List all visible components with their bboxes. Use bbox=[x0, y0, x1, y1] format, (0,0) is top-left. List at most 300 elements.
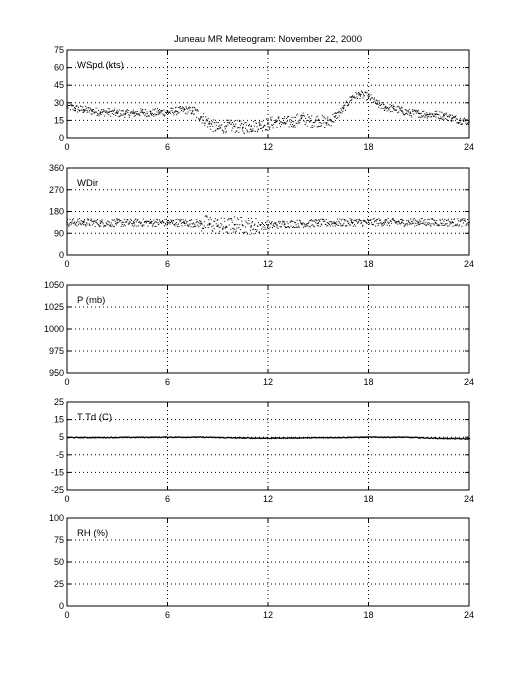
x-tick-label: 0 bbox=[64, 142, 70, 152]
data-point bbox=[314, 226, 315, 227]
data-point bbox=[403, 223, 404, 224]
data-point bbox=[220, 227, 221, 228]
data-point bbox=[249, 234, 250, 235]
data-point bbox=[73, 223, 74, 224]
data-point bbox=[355, 225, 356, 226]
data-point bbox=[397, 221, 398, 222]
data-point bbox=[222, 228, 223, 229]
data-point bbox=[301, 115, 302, 116]
data-point bbox=[141, 222, 142, 223]
data-point bbox=[348, 105, 349, 106]
data-point bbox=[382, 225, 383, 226]
data-point bbox=[350, 225, 351, 226]
data-point bbox=[92, 224, 93, 225]
data-point bbox=[293, 221, 294, 222]
data-point bbox=[431, 219, 432, 220]
data-point bbox=[215, 131, 216, 132]
data-point bbox=[132, 225, 133, 226]
data-point bbox=[294, 125, 295, 126]
data-point bbox=[267, 123, 268, 124]
data-point bbox=[183, 219, 184, 220]
data-point bbox=[345, 220, 346, 221]
data-point bbox=[318, 222, 319, 223]
data-point bbox=[337, 112, 338, 113]
data-point bbox=[164, 115, 165, 116]
data-point bbox=[183, 107, 184, 108]
data-point bbox=[319, 220, 320, 221]
data-point bbox=[170, 111, 171, 112]
data-point bbox=[258, 222, 259, 223]
data-point bbox=[327, 225, 328, 226]
data-point bbox=[240, 125, 241, 126]
data-point bbox=[349, 224, 350, 225]
data-point bbox=[228, 218, 229, 219]
data-point bbox=[272, 125, 273, 126]
data-point bbox=[78, 109, 79, 110]
data-point bbox=[267, 226, 268, 227]
data-point bbox=[328, 124, 329, 125]
data-point bbox=[301, 118, 302, 119]
data-point bbox=[111, 111, 112, 112]
data-point bbox=[90, 109, 91, 110]
data-point bbox=[176, 114, 177, 115]
data-point bbox=[149, 116, 150, 117]
data-point bbox=[70, 109, 71, 110]
data-point bbox=[150, 221, 151, 222]
data-point bbox=[423, 220, 424, 221]
data-point bbox=[74, 110, 75, 111]
data-point bbox=[216, 223, 217, 224]
data-point bbox=[332, 121, 333, 122]
data-point bbox=[436, 111, 437, 112]
data-point bbox=[228, 122, 229, 123]
data-point bbox=[270, 126, 271, 127]
data-point bbox=[120, 113, 121, 114]
data-point bbox=[235, 224, 236, 225]
data-point bbox=[398, 106, 399, 107]
y-tick-label: 45 bbox=[53, 80, 64, 91]
data-point bbox=[113, 111, 114, 112]
data-point bbox=[400, 219, 401, 220]
data-point bbox=[345, 226, 346, 227]
data-point bbox=[90, 220, 91, 221]
data-point bbox=[101, 109, 102, 110]
data-point bbox=[448, 219, 449, 220]
data-point bbox=[293, 126, 294, 127]
data-point bbox=[223, 226, 224, 227]
data-point bbox=[104, 110, 105, 111]
data-point bbox=[453, 117, 454, 118]
data-point bbox=[437, 114, 438, 115]
data-point bbox=[116, 218, 117, 219]
data-point bbox=[144, 222, 145, 223]
data-point bbox=[368, 96, 369, 97]
x-tick-label: 18 bbox=[363, 142, 374, 152]
data-point bbox=[456, 225, 457, 226]
data-point bbox=[349, 102, 350, 103]
data-point bbox=[127, 109, 128, 110]
data-point bbox=[279, 221, 280, 222]
data-point bbox=[379, 218, 380, 219]
data-point bbox=[217, 128, 218, 129]
data-point bbox=[220, 223, 221, 224]
data-point bbox=[228, 233, 229, 234]
data-point bbox=[248, 218, 249, 219]
data-point bbox=[77, 111, 78, 112]
data-point bbox=[384, 224, 385, 225]
data-point bbox=[193, 227, 194, 228]
data-point bbox=[422, 218, 423, 219]
data-point bbox=[141, 110, 142, 111]
data-point bbox=[459, 120, 460, 121]
data-point bbox=[387, 110, 388, 111]
data-point bbox=[356, 221, 357, 222]
data-point bbox=[229, 122, 230, 123]
data-point bbox=[267, 227, 268, 228]
data-point bbox=[365, 92, 366, 93]
data-point bbox=[254, 225, 255, 226]
data-point bbox=[271, 119, 272, 120]
data-point bbox=[147, 221, 148, 222]
data-point bbox=[310, 120, 311, 121]
data-point bbox=[256, 231, 257, 232]
data-point bbox=[381, 224, 382, 225]
y-tick-label: 0 bbox=[58, 601, 64, 611]
data-point bbox=[155, 108, 156, 109]
data-point bbox=[326, 123, 327, 124]
data-point bbox=[441, 112, 442, 113]
data-point bbox=[130, 222, 131, 223]
data-point bbox=[329, 125, 330, 126]
data-point bbox=[203, 113, 204, 114]
data-point bbox=[317, 126, 318, 127]
data-point bbox=[173, 221, 174, 222]
data-point bbox=[239, 233, 240, 234]
data-point bbox=[109, 109, 110, 110]
data-point bbox=[241, 221, 242, 222]
data-point bbox=[283, 122, 284, 123]
data-point bbox=[232, 222, 233, 223]
data-point bbox=[84, 219, 85, 220]
data-point bbox=[429, 114, 430, 115]
data-point bbox=[179, 220, 180, 221]
data-point bbox=[226, 120, 227, 121]
data-point bbox=[276, 119, 277, 120]
data-point bbox=[211, 124, 212, 125]
data-point bbox=[460, 219, 461, 220]
data-point bbox=[428, 222, 429, 223]
data-point bbox=[186, 106, 187, 107]
data-point bbox=[412, 223, 413, 224]
data-point bbox=[291, 226, 292, 227]
data-point bbox=[218, 233, 219, 234]
data-point bbox=[443, 221, 444, 222]
data-point bbox=[401, 223, 402, 224]
data-point bbox=[387, 222, 388, 223]
data-point bbox=[438, 114, 439, 115]
data-point bbox=[379, 220, 380, 221]
data-point bbox=[317, 223, 318, 224]
data-point bbox=[467, 222, 468, 223]
data-point bbox=[292, 221, 293, 222]
data-point bbox=[342, 107, 343, 108]
data-point bbox=[413, 219, 414, 220]
data-point bbox=[172, 223, 173, 224]
data-point bbox=[100, 113, 101, 114]
data-point bbox=[330, 120, 331, 121]
data-point bbox=[421, 115, 422, 116]
data-point bbox=[203, 116, 204, 117]
data-point bbox=[408, 110, 409, 111]
data-point bbox=[151, 114, 152, 115]
data-point bbox=[322, 219, 323, 220]
data-point bbox=[71, 104, 72, 105]
data-point bbox=[224, 221, 225, 222]
data-point bbox=[181, 108, 182, 109]
data-point bbox=[443, 114, 444, 115]
data-point bbox=[444, 115, 445, 116]
data-point bbox=[284, 224, 285, 225]
data-point bbox=[242, 127, 243, 128]
data-point bbox=[373, 219, 374, 220]
data-point bbox=[428, 114, 429, 115]
data-point bbox=[215, 218, 216, 219]
data-point bbox=[86, 110, 87, 111]
data-point bbox=[448, 120, 449, 121]
data-point bbox=[201, 117, 202, 118]
data-point bbox=[233, 126, 234, 127]
data-point bbox=[128, 114, 129, 115]
data-point bbox=[444, 225, 445, 226]
data-point bbox=[223, 132, 224, 133]
data-point bbox=[123, 110, 124, 111]
data-point bbox=[112, 110, 113, 111]
data-point bbox=[355, 97, 356, 98]
data-point bbox=[123, 226, 124, 227]
data-point bbox=[333, 122, 334, 123]
data-point bbox=[83, 224, 84, 225]
data-point bbox=[465, 119, 466, 120]
data-point bbox=[154, 226, 155, 227]
data-point bbox=[423, 111, 424, 112]
data-point bbox=[332, 226, 333, 227]
data-point bbox=[212, 231, 213, 232]
data-point bbox=[87, 110, 88, 111]
data-point bbox=[273, 124, 274, 125]
data-point bbox=[380, 220, 381, 221]
data-point bbox=[150, 113, 151, 114]
data-point bbox=[118, 116, 119, 117]
data-point bbox=[270, 227, 271, 228]
data-point bbox=[232, 228, 233, 229]
data-point bbox=[217, 220, 218, 221]
data-point bbox=[311, 219, 312, 220]
data-point bbox=[156, 222, 157, 223]
data-point bbox=[466, 124, 467, 125]
data-point bbox=[131, 223, 132, 224]
data-point bbox=[162, 110, 163, 111]
data-point bbox=[442, 119, 443, 120]
data-point bbox=[66, 222, 67, 223]
x-tick-label: 24 bbox=[463, 142, 475, 152]
data-point bbox=[338, 112, 339, 113]
chart-title: Juneau MR Meteogram: November 22, 2000 bbox=[174, 34, 362, 45]
data-point bbox=[189, 220, 190, 221]
data-point bbox=[428, 224, 429, 225]
y-tick-label: 25 bbox=[53, 579, 64, 589]
data-point bbox=[396, 222, 397, 223]
data-point bbox=[79, 218, 80, 219]
data-point bbox=[380, 105, 381, 106]
data-point bbox=[151, 223, 152, 224]
data-point bbox=[194, 224, 195, 225]
data-point bbox=[250, 230, 251, 231]
panel-label: WDir bbox=[77, 178, 99, 189]
data-point bbox=[87, 219, 88, 220]
panel-label: RH (%) bbox=[77, 528, 109, 539]
data-point bbox=[221, 218, 222, 219]
data-point bbox=[355, 92, 356, 93]
data-point bbox=[374, 97, 375, 98]
data-point bbox=[84, 221, 85, 222]
data-point bbox=[447, 225, 448, 226]
data-point bbox=[236, 231, 237, 232]
data-point bbox=[94, 221, 95, 222]
data-point bbox=[93, 221, 94, 222]
data-point bbox=[224, 218, 225, 219]
data-point bbox=[305, 124, 306, 125]
data-point bbox=[121, 110, 122, 111]
data-point bbox=[196, 117, 197, 118]
data-point bbox=[319, 126, 320, 127]
data-point bbox=[198, 118, 199, 119]
data-point bbox=[441, 225, 442, 226]
data-point bbox=[423, 223, 424, 224]
data-point bbox=[462, 120, 463, 121]
y-tick-label: 1025 bbox=[43, 302, 64, 312]
data-point bbox=[175, 112, 176, 113]
data-point bbox=[452, 120, 453, 121]
y-tick-label: 60 bbox=[53, 62, 64, 73]
data-point bbox=[115, 223, 116, 224]
data-point bbox=[445, 114, 446, 115]
data-point bbox=[151, 115, 152, 116]
data-point bbox=[234, 216, 235, 217]
data-point bbox=[318, 126, 319, 127]
data-point bbox=[334, 222, 335, 223]
data-point bbox=[354, 220, 355, 221]
data-point bbox=[346, 101, 347, 102]
data-point bbox=[96, 107, 97, 108]
data-point bbox=[93, 109, 94, 110]
data-point bbox=[243, 124, 244, 125]
data-point bbox=[331, 224, 332, 225]
data-point bbox=[373, 101, 374, 102]
data-point bbox=[403, 113, 404, 114]
y-tick-label: 15 bbox=[53, 414, 64, 425]
data-point bbox=[109, 222, 110, 223]
data-point bbox=[261, 128, 262, 129]
data-point bbox=[404, 114, 405, 115]
data-point bbox=[422, 111, 423, 112]
data-point bbox=[183, 111, 184, 112]
data-point bbox=[311, 225, 312, 226]
data-point bbox=[321, 125, 322, 126]
data-point bbox=[424, 224, 425, 225]
data-point bbox=[184, 223, 185, 224]
data-point bbox=[74, 223, 75, 224]
data-point bbox=[399, 221, 400, 222]
data-point bbox=[336, 118, 337, 119]
data-point bbox=[410, 218, 411, 219]
data-point bbox=[102, 111, 103, 112]
data-point bbox=[421, 223, 422, 224]
data-point bbox=[136, 221, 137, 222]
data-point bbox=[287, 121, 288, 122]
data-point bbox=[225, 132, 226, 133]
data-point bbox=[252, 128, 253, 129]
data-point bbox=[446, 113, 447, 114]
data-point bbox=[372, 224, 373, 225]
data-point bbox=[420, 223, 421, 224]
data-point bbox=[394, 220, 395, 221]
data-point bbox=[418, 221, 419, 222]
data-point bbox=[318, 120, 319, 121]
data-point bbox=[353, 220, 354, 221]
data-point bbox=[451, 219, 452, 220]
data-point bbox=[210, 129, 211, 130]
data-point bbox=[272, 221, 273, 222]
data-point bbox=[82, 107, 83, 108]
data-point bbox=[369, 223, 370, 224]
data-point bbox=[384, 104, 385, 105]
data-point bbox=[321, 123, 322, 124]
data-point bbox=[192, 113, 193, 114]
data-point bbox=[294, 227, 295, 228]
data-point bbox=[240, 229, 241, 230]
data-point bbox=[375, 220, 376, 221]
data-point bbox=[316, 120, 317, 121]
data-point bbox=[160, 111, 161, 112]
data-point bbox=[300, 115, 301, 116]
data-point bbox=[208, 118, 209, 119]
data-point bbox=[129, 115, 130, 116]
data-point bbox=[416, 110, 417, 111]
data-point bbox=[352, 223, 353, 224]
data-point bbox=[85, 224, 86, 225]
data-point bbox=[433, 223, 434, 224]
data-point bbox=[229, 123, 230, 124]
data-point bbox=[414, 226, 415, 227]
data-point bbox=[272, 227, 273, 228]
data-point bbox=[179, 106, 180, 107]
data-point bbox=[209, 122, 210, 123]
data-point bbox=[225, 128, 226, 129]
data-point bbox=[249, 131, 250, 132]
x-tick-label: 12 bbox=[262, 259, 274, 269]
data-point bbox=[187, 224, 188, 225]
data-point bbox=[291, 126, 292, 127]
data-point bbox=[220, 127, 221, 128]
data-point bbox=[409, 109, 410, 110]
data-point bbox=[259, 224, 260, 225]
data-point bbox=[277, 227, 278, 228]
data-point bbox=[264, 125, 265, 126]
data-point bbox=[82, 110, 83, 111]
data-point bbox=[252, 221, 253, 222]
data-point bbox=[91, 110, 92, 111]
data-point bbox=[171, 221, 172, 222]
